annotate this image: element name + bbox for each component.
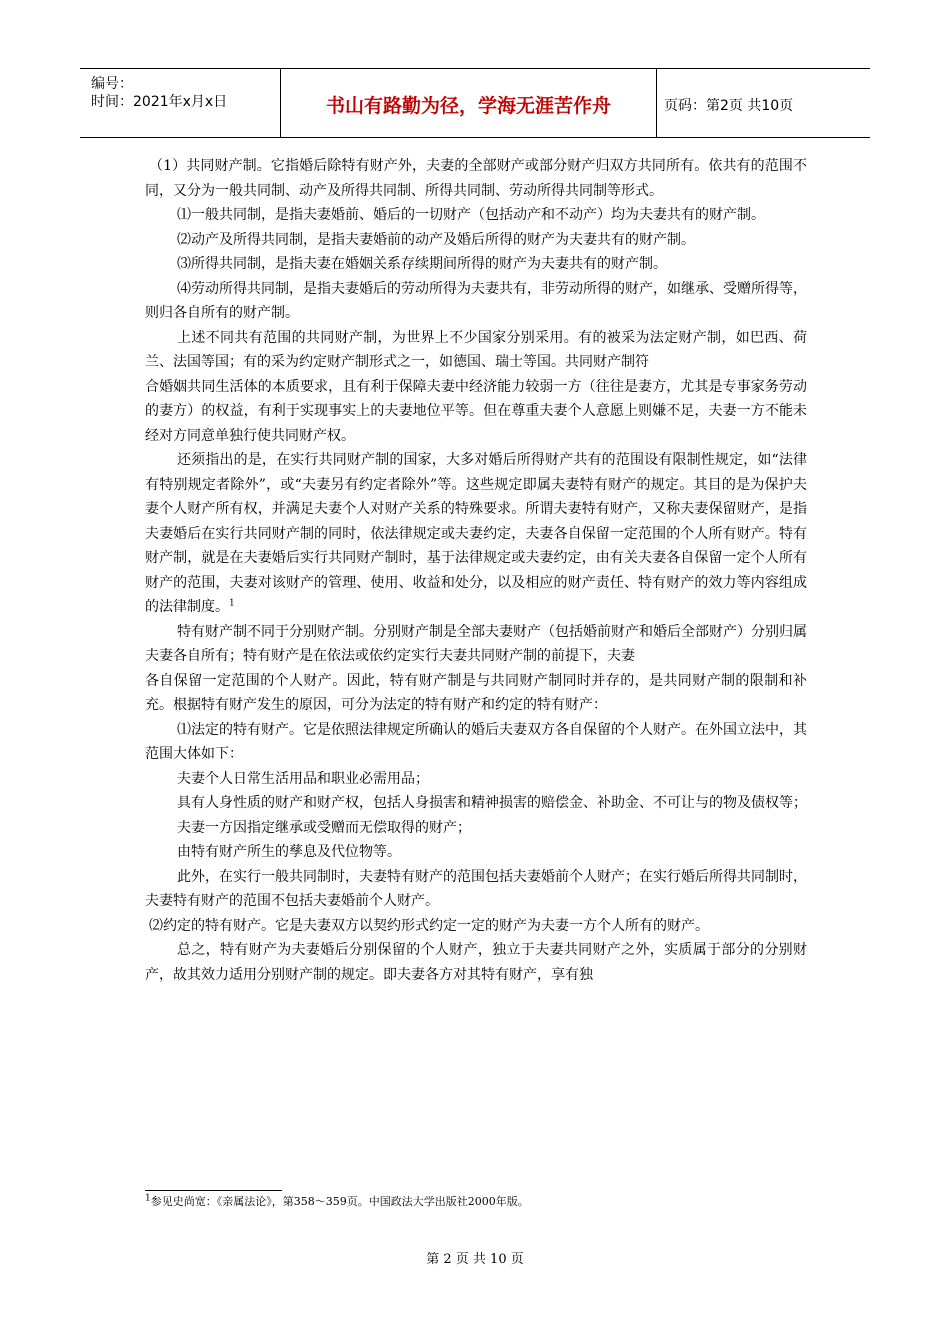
page-header [80,68,870,138]
paragraph: ⑵动产及所得共同制，是指夫妻婚前的动产及婚后所得的财产为夫妻共有的财产制。 [177,231,695,248]
paragraph: 总之，特有财产为夫妻婚后分别保留的个人财产，独立于夫妻共同财产之外，实质属于部分的分别财产，故其效力适用分别财产制的规定。即夫妻各方对其特有财产，享有独 [145,942,807,983]
paragraph [145,448,807,620]
paragraph: 夫妻一方因指定继承或受赠而无偿取得的财产； [177,819,471,836]
paragraph: 特有财产制不同于分别财产制。分别财产制是全部夫妻财产（包括婚前财产和婚后全部财产）分别归属夫妻各自所有；特有财产是在依法或依约定实行夫妻共同财产制的前提下，夫妻 [145,623,807,664]
paragraph: （1）共同财产制。它指婚后除特有财产外，夫妻的全部财产或部分财产归双方共同所有。依共有的范围不同，又分为一般共同制、动产及所得共同制、所得共同制、劳动所得共同制等形式。 [145,158,807,199]
paragraph: ⑶所得共同制，是指夫妻在婚姻关系存续期间所得的财产为夫妻共有的财产制。 [177,256,667,272]
paragraph: 由特有财产所生的孳息及代位物等。 [177,844,401,860]
footnote-text: 参见史尚宽：《亲属法论》，第358～359页。中国政法大学出版社2000年版。 [150,1195,529,1208]
paragraph: 各自保留一定范围的个人财产。因此，特有财产制是与共同财产制同时并存的，是共同财产制的限制和补充。根据特有财产发生的原因，可分为法定的特有财产和约定的特有财产： [145,672,807,713]
footnote-mark: 1 [145,1193,151,1204]
paragraph: 夫妻个人日常生活用品和职业必需用品； [177,770,429,787]
page-code: 页码：第2页 共10页 [664,98,794,114]
header-page-cell [656,69,870,137]
paragraph: ⑷劳动所得共同制，是指夫妻婚后的劳动所得为夫妻共有，非劳动所得的财产，如继承、受赠所得等，则归各自所有的财产制。 [145,280,807,321]
paragraph: ⑴法定的特有财产。它是依照法律规定所确认的婚后夫妻双方各自保留的个人财产。在外国立法中，其范围大体如下： [145,721,807,762]
paragraph: 此外，在实行一般共同制时，夫妻特有财产的范围包括夫妻婚前个人财产；在实行婚后所得共同制时，夫妻特有财产的范围不包括夫妻婚前个人财产。 [145,868,807,909]
footnote-separator [145,1190,282,1191]
header-motto-cell [280,69,657,137]
motto: 书山有路勤为径，学海无涯苦作舟 [325,95,611,117]
number-label: 编号： [91,76,133,92]
paragraph: 合婚姻共同生活体的本质要求，且有利于保障夫妻中经济能力较弱一方（往往是妻方，尤其是专事家务劳动的妻方）的权益，有利于实现事实上的夫妻地位平等。但在尊重夫妻个人意愿上则嫌不足，夫妻一方不能未经对方同意单独行使共同财产权。 [145,378,807,444]
paragraph-text: 还须指出的是，在实行共同财产制的国家，大多对婚后所得财产共有的范围设有限制性规定，如“法律有特别规定者除外”，或“夫妻另有约定者除外”等。这些规定即属夫妻特有财产的规定。其目的是为保护夫妻个人财产所有权，并满足夫妻个人对财产关系的特殊要求。所谓夫妻特有财产，又称夫妻保留财产，是指夫妻婚后在实行共同财产制的同时，依法律规定或夫妻约定，夫妻各自保留一定范围的个人所有财产。特有财产制，就是在夫妻婚后实行共同财产制时，基于法律规定或夫妻约定，由有关夫妻各自保留一定个人所有财产的范围，夫妻对该财产的管理、使用、收益和处分，以及相应的财产责任、特有财产的效力等内容组成的法律制度。 [145,452,807,615]
date-label: 时间：2021年x月x日 [91,94,228,110]
paragraph: 上述不同共有范围的共同财产制，为世界上不少国家分别采用。有的被采为法定财产制，如巴西、荷兰、法国等国；有的采为约定财产制形式之一，如德国、瑞士等国。共同财产制符 [145,329,807,370]
header-info-cell [80,69,280,137]
paragraph: 具有人身性质的财产和财产权，包括人身损害和精神损害的赔偿金、补助金、不可让与的物及债权等； [177,795,807,811]
page-footer: 第 2 页 共 10 页 [426,1252,524,1267]
paragraph: ⑴一般共同制，是指夫妻婚前、婚后的一切财产（包括动产和不动产）均为夫妻共有的财产制。 [177,207,765,223]
paragraph: ⑵约定的特有财产。它是夫妻双方以契约形式约定一定的财产为夫妻一方个人所有的财产。 [149,917,709,934]
footnote-reference: 1 [229,598,235,609]
footnote [145,1194,529,1210]
document-body [145,154,807,987]
